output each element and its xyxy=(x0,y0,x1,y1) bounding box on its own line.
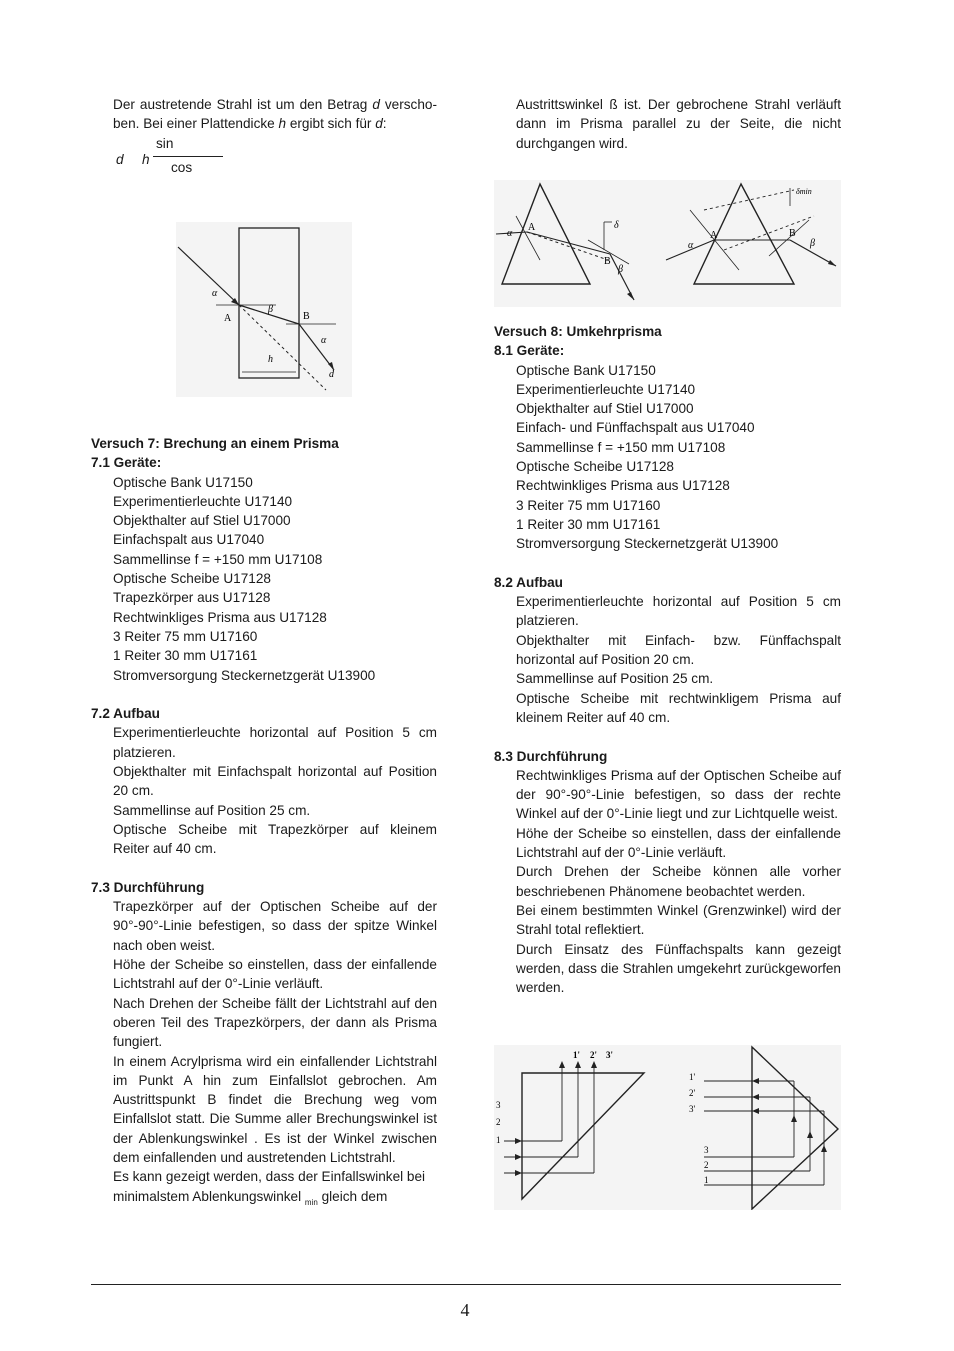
right-column xyxy=(494,95,841,153)
list-item: 1 Reiter 30 mm U17161 xyxy=(516,516,661,532)
fig2-label-A: A xyxy=(528,222,536,233)
paragraph: Bei einem bestimmten Winkel (Grenzwinkel) wird der Strahl total reflektiert. xyxy=(516,902,841,938)
section-title-7-3: 7.3 Durchführung xyxy=(91,879,205,895)
equipment-list-7-1 xyxy=(91,473,437,685)
paragraph: Experimentierleuchte horizontal auf Position 5 cm platzieren. xyxy=(516,594,841,629)
list-item: Optische Scheibe U17128 xyxy=(516,459,674,475)
paragraph-text: gleich dem xyxy=(317,1188,388,1204)
fig1-label-B: B xyxy=(303,311,310,322)
paragraph: Durch Einsatz des Fünffachspalts kann gezeigt werden, dass die Strahlen umgekehrt zurückgeworfen werden. xyxy=(516,941,841,996)
fig1-label-alpha: α xyxy=(212,288,218,299)
intro-var-d: d xyxy=(372,97,380,112)
fig3-label-src3: 3 xyxy=(704,1145,709,1155)
paragraph: Sammellinse auf Position 25 cm. xyxy=(516,671,714,687)
fig3-label-src2: 2 xyxy=(704,1160,709,1170)
list-item: Optische Bank U17150 xyxy=(516,362,656,378)
paragraph: Höhe der Scheibe so einstellen, dass der einfallende Lichtstrahl auf der 0°-Linie verläuft. xyxy=(516,825,841,861)
fig1-label-A: A xyxy=(224,313,232,324)
fig2-label-B: B xyxy=(604,256,611,267)
formula-lhs: d xyxy=(116,151,124,167)
footer-rule xyxy=(91,1284,841,1285)
setup-text-7-2 xyxy=(91,723,437,858)
fig2-label-alpha2: α xyxy=(688,240,694,251)
left-column xyxy=(91,95,437,176)
fig3-label-src1: 1 xyxy=(704,1175,709,1185)
list-item: Sammellinse f = +150 mm U17108 xyxy=(516,439,726,455)
right-column-lower xyxy=(494,322,841,997)
fig1-label-h: h xyxy=(268,354,273,365)
list-item: Einfachspalt aus U17040 xyxy=(113,532,265,548)
paragraph: Experimentierleuchte horizontal auf Position 5 cm platzieren. xyxy=(113,725,437,760)
list-item: 3 Reiter 75 mm U17160 xyxy=(516,497,661,513)
subscript-min: min xyxy=(304,1197,318,1207)
fig3-label-in3: 3 xyxy=(496,1100,501,1110)
paragraph: In einem Acrylprisma wird ein einfallender Lichtstrahl im Punkt A hin zum Einfallslot gebrochen. Am Austrittspunkt B findet die Brechung weg vom Einfallslot statt. Die Summe aller Brechungswinkel ist der Ablenkungswinkel . Es ist der Winkel zwischen dem einfallenden und austretenden Lichtstrahl. xyxy=(113,1053,437,1165)
displacement-formula xyxy=(91,136,437,176)
figure-reversing-prism xyxy=(494,1045,841,1210)
fig3-label-ret1: 1' xyxy=(689,1072,696,1082)
formula-denominator: cos xyxy=(171,159,193,175)
intro-var-h: h xyxy=(278,116,287,132)
fig2-label-beta: β xyxy=(618,264,623,275)
list-item: Experimentierleuchte U17140 xyxy=(516,381,696,397)
fig3-label-out2: 2' xyxy=(590,1050,598,1060)
paragraph: Durch Drehen der Scheibe können alle vorher beschriebenen Phänomene beobachtet werden. xyxy=(516,864,841,899)
paragraph: Optische Scheibe mit rechtwinkligem Prisma auf kleinem Reiter auf 40 cm. xyxy=(516,690,841,725)
procedure-text-8-3 xyxy=(494,766,841,998)
section-title-8-1: 8.1 Geräte: xyxy=(494,343,565,359)
list-item: 3 Reiter 75 mm U17160 xyxy=(113,628,258,644)
formula-numerator: sin xyxy=(156,135,174,151)
paragraph: Optische Scheibe mit Trapezkörper auf kleinem Reiter auf 40 cm. xyxy=(113,821,437,857)
intro-var-d: d xyxy=(375,116,383,132)
paragraph: Objekthalter mit Einfachspalt horizontal auf Position 20 cm. xyxy=(113,764,437,799)
formula-factor: h xyxy=(142,151,150,167)
list-item: Stromversorgung Steckernetzgerät U13900 xyxy=(113,667,376,683)
paragraph: Objekthalter mit Einfach- bzw. Fünffachspalt horizontal auf Position 20 cm. xyxy=(516,632,841,668)
list-item: 1 Reiter 30 mm U17161 xyxy=(113,648,258,664)
intro-text: ben. Bei einer Plattendicke xyxy=(113,116,279,132)
list-item: Optische Scheibe U17128 xyxy=(113,571,271,587)
page-number: 4 xyxy=(460,1300,470,1320)
paragraph: Nach Drehen der Scheibe fällt der Lichtstrahl auf den oberen Teil des Trapezkörpers, der dann als Prisma fungiert. xyxy=(113,995,437,1050)
paragraph: Sammellinse auf Position 25 cm. xyxy=(113,802,311,818)
section-title-8-3: 8.3 Durchführung xyxy=(494,748,608,764)
section-title-v8: Versuch 8: Umkehrprisma xyxy=(494,324,662,339)
list-item: Objekthalter auf Stiel U17000 xyxy=(113,513,291,529)
fraction-bar xyxy=(153,156,223,157)
list-item: Experimentierleuchte U17140 xyxy=(113,493,293,509)
intro-paragraph xyxy=(91,95,437,134)
continuation-paragraph: Austrittswinkel ß ist. Der gebrochene Strahl verläuft dann im Prisma parallel zu der Seite, die nicht durchgangen wird. xyxy=(516,97,841,151)
list-item: Stromversorgung Steckernetzgerät U13900 xyxy=(516,536,779,552)
fig1-label-beta: β xyxy=(268,304,273,315)
intro-text: ergibt sich für xyxy=(286,116,376,132)
fig2-label-alpha: α xyxy=(507,228,513,239)
list-item: Trapezkörper aus U17128 xyxy=(113,590,271,606)
paragraph-text: Es kann gezeigt werden, dass der Einfallswinkel bei minimalstem Ablenkungswinkel xyxy=(113,1169,426,1204)
fig2-label-delta-min: δmin xyxy=(796,187,812,196)
figure-plate-refraction xyxy=(176,222,352,397)
fig2-label-beta2: β xyxy=(810,238,815,249)
intro-text: : xyxy=(382,116,387,132)
fig2-label-delta: δ xyxy=(614,220,619,231)
fig3-label-ret2: 2' xyxy=(689,1088,696,1098)
section-title-v7: Versuch 7: Brechung an einem Prisma xyxy=(91,436,339,451)
equipment-list-8-1 xyxy=(494,361,841,554)
intro-text: verscho- xyxy=(379,97,437,112)
fig2-label-A2: A xyxy=(710,230,718,241)
setup-text-8-2 xyxy=(494,592,841,727)
fig2-label-B2: B xyxy=(789,228,796,239)
list-item: Rechtwinkliges Prisma aus U17128 xyxy=(516,478,730,494)
list-item: Optische Bank U17150 xyxy=(113,474,253,490)
figure-prism-refraction xyxy=(494,180,841,307)
fig3-label-out1: 1' xyxy=(573,1050,581,1060)
list-item: Einfach- und Fünffachspalt aus U17040 xyxy=(516,420,755,436)
list-item: Sammellinse f = +150 mm U17108 xyxy=(113,551,323,567)
paragraph: Höhe der Scheibe so einstellen, dass der einfallende Lichtstrahl auf der 0°-Linie verläuft. xyxy=(113,957,437,992)
section-title-7-1: 7.1 Geräte: xyxy=(91,455,162,471)
left-column-lower xyxy=(91,434,437,1212)
paragraph: Trapezkörper auf der Optischen Scheibe auf der 90°-90°-Linie befestigen, so dass der spitze Winkel nach oben weist. xyxy=(113,899,437,953)
paragraph xyxy=(113,1167,437,1212)
section-title-7-2: 7.2 Aufbau xyxy=(91,706,160,722)
list-item: Objekthalter auf Stiel U17000 xyxy=(516,401,694,417)
procedure-text-7-3 xyxy=(91,897,437,1212)
fig3-label-ret3: 3' xyxy=(689,1104,696,1114)
paragraph: Rechtwinkliges Prisma auf der Optischen Scheibe auf der 90°-90°-Linie befestigen, so dass der rechte Winkel auf der 0°-Linie liegt und zur Lichtquelle weist. xyxy=(516,767,841,822)
fig3-label-in1: 1 xyxy=(496,1135,501,1145)
list-item: Rechtwinkliges Prisma aus U17128 xyxy=(113,609,327,625)
section-title-8-2: 8.2 Aufbau xyxy=(494,574,563,590)
intro-text: Der austretende Strahl ist um den Betrag xyxy=(113,97,373,112)
fig1-label-alpha2: α xyxy=(321,335,327,346)
fig1-label-d: d xyxy=(329,369,334,380)
fig3-label-in2: 2 xyxy=(496,1117,501,1127)
fig3-label-out3: 3' xyxy=(606,1050,614,1060)
